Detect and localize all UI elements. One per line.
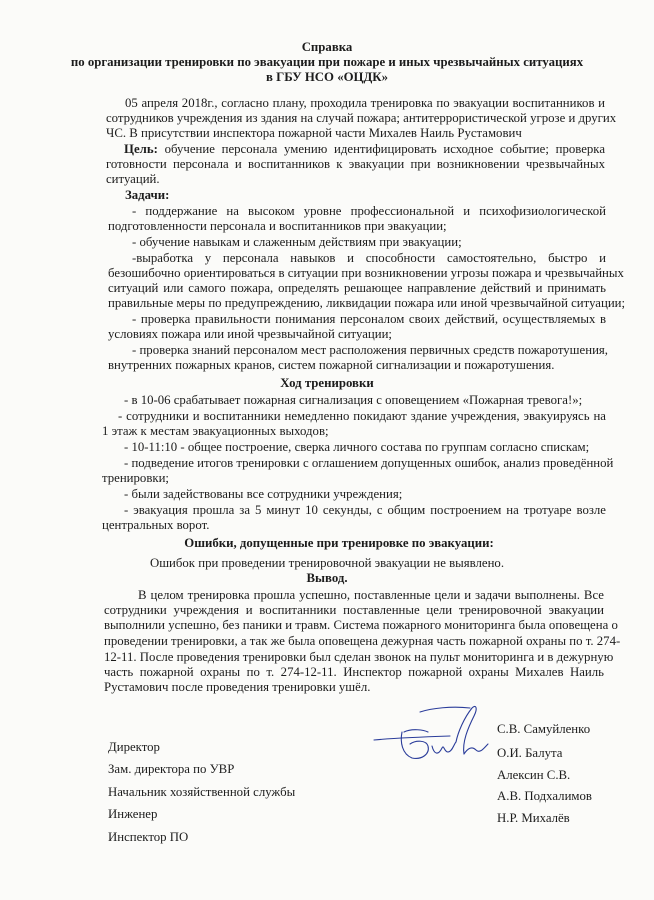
position-deputy-director: Зам. директора по УВР (108, 762, 235, 776)
conclusion-line: сотрудники учреждения и воспитанники поставленные цели тренировочной эвакуации (104, 603, 604, 617)
conclusion-line: проведении тренировки, а так же была оповещена дежурная часть пожарной охраны по т. 274- (104, 634, 621, 648)
name-aleksin: Алексин С.В. (497, 768, 571, 782)
name-baluta: О.И. Балута (497, 746, 563, 760)
errors-heading: Ошибки, допущенные при тренировке по эвакуации: (184, 536, 494, 550)
conclusion-line: часть пожарной охраны по т. 274-12-11. Инспектор пожарной охраны Михалев Наиль (104, 665, 604, 679)
goal-label: Цель: (124, 142, 158, 156)
task-line: подготовленности персонала и воспитанников при эвакуации; (108, 219, 447, 233)
progress-line: центральных ворот. (102, 518, 210, 532)
task-line: -выработка у персонала навыков и способности самостоятельно, быстро и (132, 251, 606, 265)
progress-line: - подведение итогов тренировки с оглашением допущенных ошибок, анализ проведённой (124, 456, 614, 470)
task-line: безошибочно ориентироваться в ситуации при возникновении угрозы пожара и чрезвычайных (108, 266, 624, 280)
goal-line: ситуаций. (106, 172, 160, 186)
progress-line: - в 10-06 срабатывает пожарная сигнализация с оповещением «Пожарная тревога!»; (124, 393, 583, 407)
progress-line: - сотрудники и воспитанники немедленно покидают здание учреждения, эвакуируясь на (118, 409, 606, 423)
progress-line: - 10-11:10 - общее построение, сверка личного состава по группам согласно спискам; (124, 440, 590, 454)
task-line: - поддержание на высоком уровне профессиональной и психофизиологической (132, 204, 606, 218)
position-facilities-head: Начальник хозяйственной службы (108, 785, 296, 799)
errors-text: Ошибок при проведении тренировочной эвакуации не выявлено. (149, 556, 505, 570)
goal-text: обучение персонала умению идентифицировать исходное событие; проверка (157, 142, 605, 156)
progress-line: - были задействованы все сотрудники учреждения; (124, 487, 403, 501)
task-line: условиях пожара или иной чрезвычайной ситуации; (108, 327, 392, 341)
name-mikhalev: Н.Р. Михалёв (497, 811, 570, 825)
conclusion-line: 12-11. После проведения тренировки был сделан звонок на пульт мониторинга и в дежурную (104, 650, 614, 664)
conclusion-line: В целом тренировка прошла успешно, поставленные цели и задачи выполнены. Все (138, 588, 604, 602)
goal-line: готовности персонала и воспитанников к эвакуации при возникновении чрезвычайных (106, 157, 605, 171)
task-line: - проверка правильности понимания персоналом своих действий, осуществляемых в (132, 312, 606, 326)
progress-heading: Ход тренировки (280, 376, 374, 390)
conclusion-line: выполнили успешно, без паники и травм. Система пожарного мониторинга была оповещена о (104, 618, 618, 632)
document-subtitle: по организации тренировки по эвакуации при пожаре и иных чрезвычайных ситуациях (70, 55, 584, 69)
position-fire-inspector: Инспектор ПО (108, 830, 189, 844)
progress-line: 1 этаж к местам эвакуационных выходов; (102, 424, 329, 438)
task-line: правильные меры по предупреждению, ликвидации пожара или иной чрезвычайной ситуации; (108, 296, 626, 310)
tasks-heading: Задачи: (125, 188, 170, 202)
task-line: - проверка знаний персоналом мест расположения первичных средств пожаротушения, (132, 343, 608, 357)
task-line: внутренних пожарных кранов, систем пожарной сигнализации и пожаротушения. (108, 358, 555, 372)
progress-line: тренировки; (102, 471, 169, 485)
conclusion-line: Рустамович после проведения тренировки ушёл. (104, 680, 371, 694)
name-samuilenko: С.В. Самуйленко (497, 722, 591, 736)
intro-line: ЧС. В присутствии инспектора пожарной части Михалев Наиль Рустамович (106, 126, 522, 140)
conclusion-heading: Вывод. (306, 571, 348, 585)
goal-line (124, 142, 605, 157)
intro-line: сотрудников учреждения из здания на случай пожара; антитеррористической угрозе и других (106, 111, 617, 125)
organization-name: в ГБУ НСО «ОЦДК» (266, 70, 388, 84)
progress-line: - эвакуация прошла за 5 минут 10 секунды, с общим построением на тротуаре возле (124, 503, 606, 517)
task-line: - обучение навыкам и слаженным действиям при эвакуации; (132, 235, 462, 249)
handwritten-signature (372, 702, 490, 770)
task-line: ситуаций или самого пожара, определять решающее направление действий и принимать (108, 281, 606, 295)
document-title: Справка (301, 40, 353, 54)
position-director: Директор (108, 740, 160, 754)
position-engineer: Инженер (108, 807, 158, 821)
intro-line: 05 апреля 2018г., согласно плану, проходила тренировка по эвакуации воспитанников и (125, 96, 605, 110)
name-podkhalimov: А.В. Подхалимов (497, 789, 592, 803)
